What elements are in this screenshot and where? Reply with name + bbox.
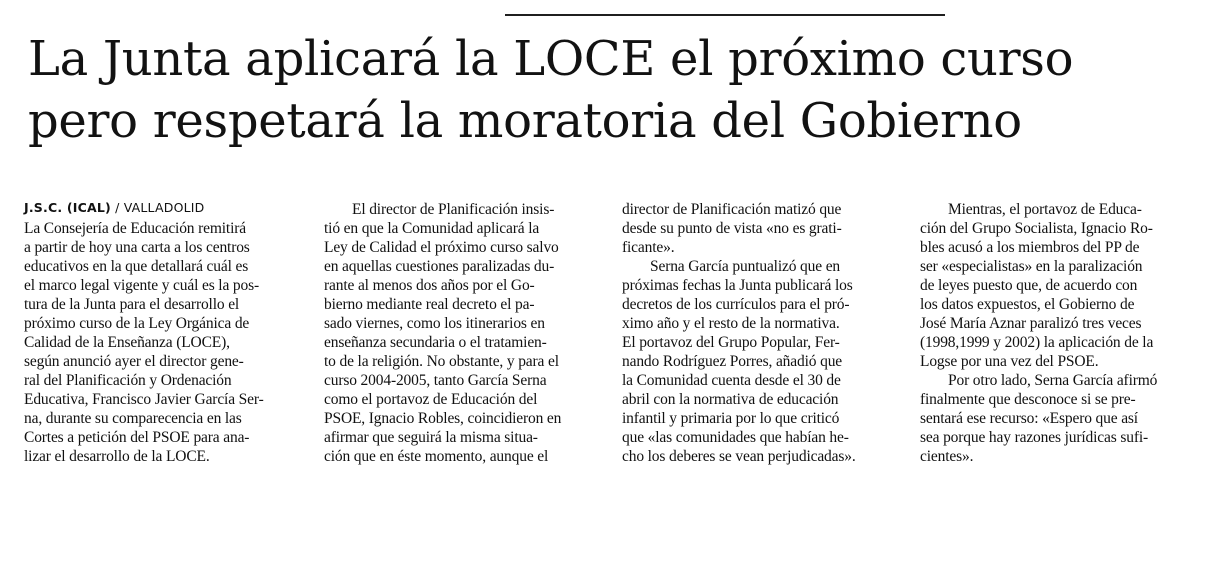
- text-line: to de la religión. No obstante, y para el: [324, 353, 559, 370]
- text-line: La Consejería de Educación remitirá: [24, 220, 246, 237]
- text-line: na, durante su comparecencia en las: [24, 410, 242, 427]
- text-line: ción del Grupo Socialista, Ignacio Ro-: [920, 220, 1153, 237]
- text-line: PSOE, Ignacio Robles, coincidieron en: [324, 410, 562, 427]
- text-line: Ley de Calidad el próximo curso salvo: [324, 239, 559, 256]
- text-line: enseñanza secundaria o el tratamien-: [324, 334, 547, 351]
- text-line: según anunció ayer el director gene-: [24, 353, 244, 370]
- article-column-3: [622, 200, 896, 466]
- text-line: infantil y primaria por lo que criticó: [622, 410, 840, 427]
- byline-author: J.S.C. (ICAL): [24, 200, 111, 215]
- text-line: próximas fechas la Junta publicará los: [622, 277, 853, 294]
- text-line: afirmar que seguirá la misma situa-: [324, 429, 538, 446]
- text-line: bierno mediante real decreto el pa-: [324, 296, 535, 313]
- article-body: [24, 200, 1200, 550]
- text-line: sentará ese recurso: «Espero que así: [920, 410, 1138, 427]
- text-line: Por otro lado, Serna García afirmó: [948, 372, 1158, 389]
- text-line: (1998,1999 y 2002) la aplicación de la: [920, 334, 1154, 351]
- text-line: que «las comunidades que habían he-: [622, 429, 849, 446]
- text-line: sado viernes, como los itinerarios en: [324, 315, 545, 332]
- text-line: director de Planificación matizó que: [622, 201, 842, 218]
- text-line: finalmente que desconoce si se pre-: [920, 391, 1136, 408]
- text-line: Logse por una vez del PSOE.: [920, 353, 1099, 370]
- article-column-4: [920, 200, 1194, 466]
- article-column-1: [24, 200, 298, 466]
- text-line: ximo año y el resto de la normativa.: [622, 315, 840, 332]
- text-line: ficante».: [622, 239, 675, 256]
- text-line: bles acusó a los miembros del PP de: [920, 239, 1140, 256]
- text-line: ción que en éste momento, aunque el: [324, 448, 549, 465]
- text-line: próximo curso de la Ley Orgánica de: [24, 315, 250, 332]
- text-line: cho los deberes se vean perjudicadas».: [622, 448, 856, 465]
- text-line: a partir de hoy una carta a los centros: [24, 239, 250, 256]
- text-line: rante al menos dos años por el Go-: [324, 277, 535, 294]
- article-column-2: [324, 200, 598, 466]
- text-line: Cortes a petición del PSOE para ana-: [24, 429, 250, 446]
- text-line: El portavoz del Grupo Popular, Fer-: [622, 334, 840, 351]
- text-line: el marco legal vigente y cuál es la pos-: [24, 277, 260, 294]
- text-line: sea porque hay razones jurídicas sufi-: [920, 429, 1149, 446]
- text-line: decretos de los currículos para el pró-: [622, 296, 850, 313]
- text-line: Serna García puntualizó que en: [650, 258, 841, 275]
- text-line: de leyes puesto que, de acuerdo con: [920, 277, 1138, 294]
- byline: [24, 200, 298, 216]
- byline-location: / VALLADOLID: [115, 200, 205, 215]
- text-line: cientes».: [920, 448, 974, 465]
- text-line: abril con la normativa de educación: [622, 391, 839, 408]
- top-rule: [505, 14, 945, 16]
- headline: [28, 28, 1198, 152]
- text-line: Calidad de la Enseñanza (LOCE),: [24, 334, 230, 351]
- text-line: Educativa, Francisco Javier García Ser-: [24, 391, 264, 408]
- text-line: ral del Planificación y Ordenación: [24, 372, 232, 389]
- headline-line-2: pero respetará la moratoria del Gobierno: [28, 93, 1022, 149]
- text-line: como el portavoz de Educación del: [324, 391, 538, 408]
- headline-line-1: La Junta aplicará la LOCE el próximo curso: [28, 31, 1074, 87]
- text-line: los datos expuestos, el Gobierno de: [920, 296, 1135, 313]
- text-line: ser «especialistas» en la paralización: [920, 258, 1143, 275]
- text-line: desde su punto de vista «no es grati-: [622, 220, 842, 237]
- text-line: educativos en la que detallará cuál es: [24, 258, 249, 275]
- text-line: la Comunidad cuenta desde el 30 de: [622, 372, 841, 389]
- text-line: El director de Planificación insis-: [352, 201, 555, 218]
- text-line: en aquellas cuestiones paralizadas du-: [324, 258, 555, 275]
- text-line: nando Rodríguez Porres, añadió que: [622, 353, 843, 370]
- text-line: lizar el desarrollo de la LOCE.: [24, 448, 210, 465]
- text-line: curso 2004-2005, tanto García Serna: [324, 372, 547, 389]
- text-line: tura de la Junta para el desarrollo el: [24, 296, 240, 313]
- text-line: Mientras, el portavoz de Educa-: [948, 201, 1142, 218]
- text-line: José María Aznar paralizó tres veces: [920, 315, 1142, 332]
- text-line: tió en que la Comunidad aplicará la: [324, 220, 540, 237]
